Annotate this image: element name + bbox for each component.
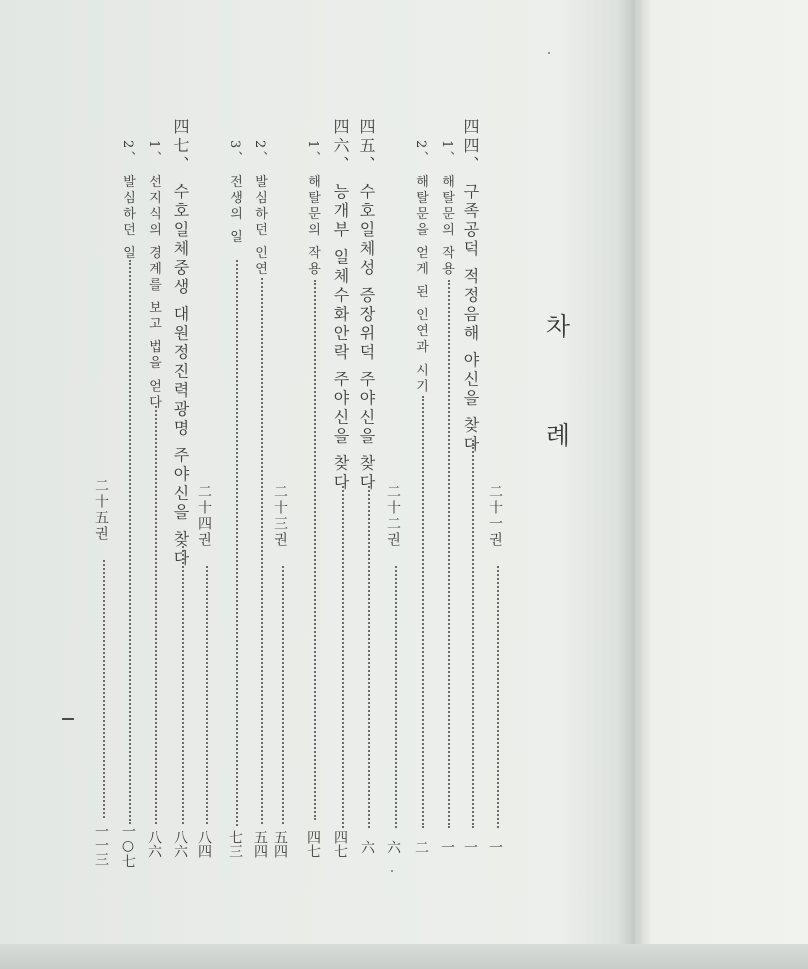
toc-leader [206,566,208,824]
toc-volume-25: 二十五권 [93,478,109,542]
toc-title-char-1: 차 [542,313,571,338]
page-folio-mark [62,718,74,720]
page-bottom-edge [0,944,808,969]
toc-volume-22: 二十二권 [385,484,401,548]
toc-section-46: 四六、 능개부 일체수화안락 주야신을 찾다 [331,118,350,493]
toc-subsection: 2、 해탈문을 얻게 된 인연과 시기 [413,140,428,395]
toc-volume-23: 二十三권 [272,484,288,548]
toc-page-number: 八四 [196,830,212,858]
toc-leader [422,396,424,828]
toc-page-number: 一○七 [120,824,136,868]
toc-page-number: 七三 [227,830,243,858]
toc-volume-21: 二十一권 [487,484,503,548]
toc-leader [282,566,284,824]
toc-leader [103,560,105,818]
toc-leader [497,566,499,828]
toc-page-number: 六 [385,840,401,854]
toc-page-number: 一 [487,840,503,854]
paper-speck [391,870,393,872]
toc-leader [129,260,131,824]
toc-leader [236,260,238,826]
toc-page-number: 二 [413,840,429,854]
toc-volume-24: 二十四권 [196,484,212,548]
toc-subsection: 1、 해탈문의 작용 [305,140,320,278]
paper-speck [548,52,550,54]
toc-page-number: 一 [439,840,455,854]
toc-leader [342,486,344,828]
toc-page-number: 一 [462,840,478,854]
toc-leader [155,406,157,824]
toc-subsection: 1、 선지식의 경계를 보고 법을 얻다 [146,140,161,411]
toc-subsection: 1、 해탈문의 작용 [439,140,454,278]
toc-leader [314,280,316,820]
facing-page [642,0,808,969]
toc-page-number: 四七 [305,830,321,858]
toc-page-number: 八六 [146,830,162,858]
toc-leader [472,440,474,828]
toc-page-number: 四七 [332,830,348,858]
toc-page-number: 五四 [272,830,288,858]
toc-section-44: 四四、 구족공덕 적정음해 야신을 찾다 [461,118,480,455]
book-gutter [618,0,652,969]
toc-subsection: 2、 발심하던 인연 [252,140,267,278]
toc-page-number: 五四 [252,830,268,858]
toc-section-47: 四七、 수호일체중생 대원정진력광명 주야신을 찾다 [171,118,190,569]
toc-page-number: 八六 [172,830,188,858]
toc-leader [448,280,450,828]
toc-page-number: 六 [359,840,375,854]
toc-leader [261,278,263,824]
toc-title-char-2: 례 [542,422,571,447]
toc-subsection: 2、 발심하던 일 [120,140,135,262]
toc-subsection: 3、 전생의 일 [227,140,242,246]
toc-section-45: 四五、 수호일체성 증장위덕 주야신을 찾다 [357,118,376,493]
toc-page-number: 一一三 [93,824,109,866]
toc-leader [368,486,370,828]
toc-leader [395,566,397,828]
toc-leader [182,546,184,824]
